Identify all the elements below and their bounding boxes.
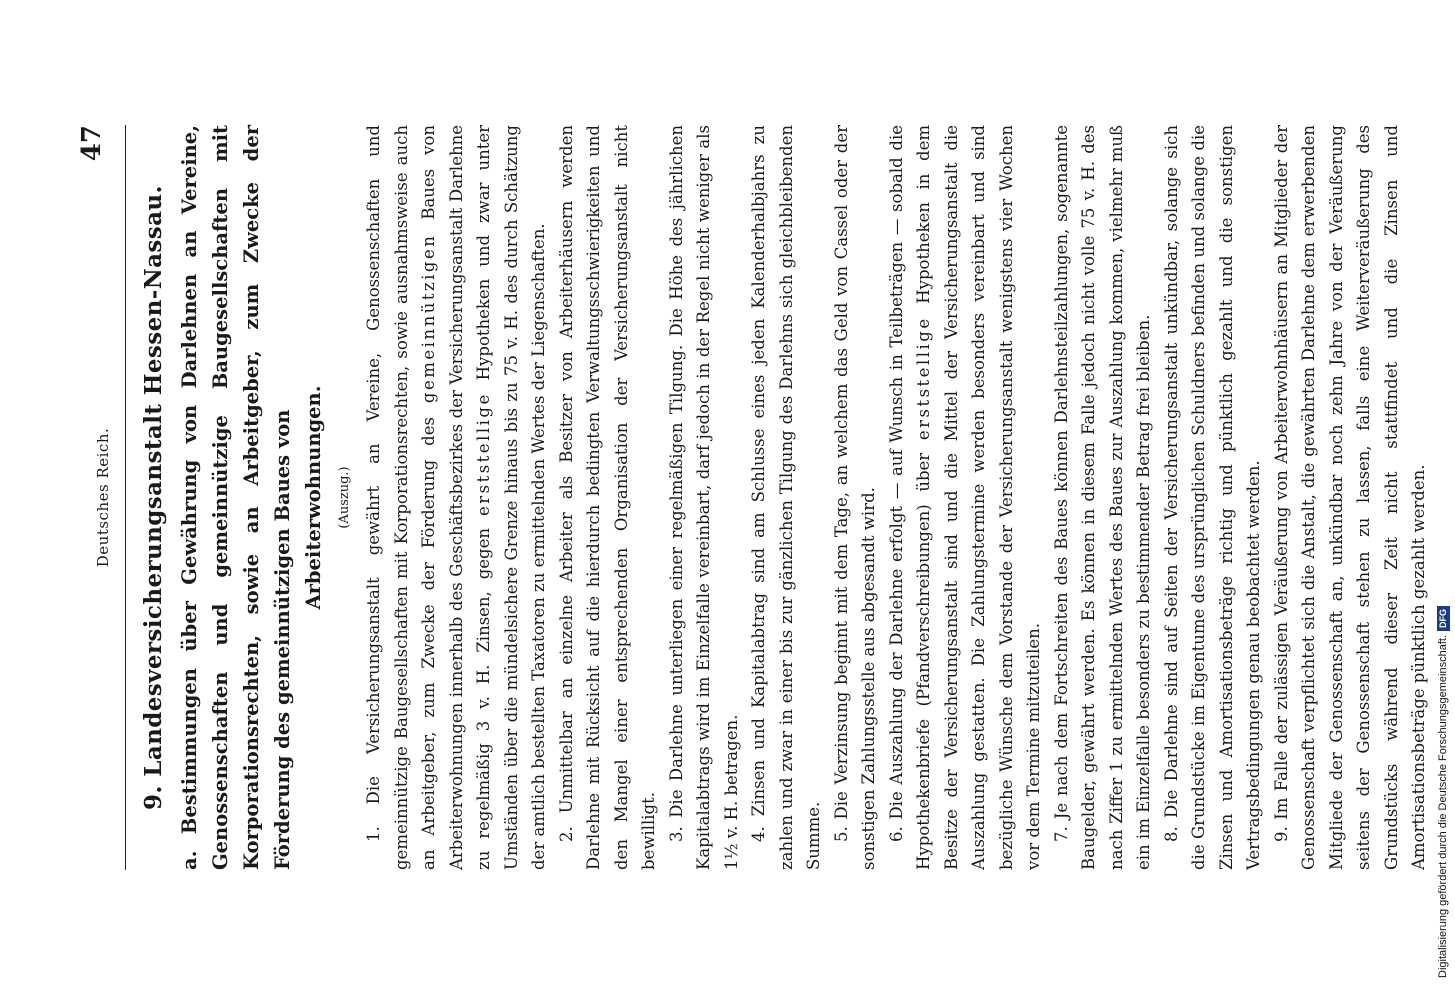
paragraph-6	[883, 125, 1048, 870]
paragraph-1	[360, 125, 553, 870]
sub-title-last: Arbeiterwohnungen.	[301, 385, 325, 610]
paragraph-text: 5. Die Verzinsung beginnt mit dem Tage, an welchem das Geld von Cassel oder der sonstigen Zahlungsstelle aus abgesandt wird.	[831, 125, 878, 870]
section-title: 9. Landesversicherungsanstalt Hessen-Nassau.	[140, 185, 167, 810]
sub-title	[174, 125, 329, 870]
paragraph-text: 2. Unmittelbar an einzelne Arbeiter als Besitzer von Arbeiterhäusern werden Darlehne mit Rücksicht auf die hierdurch bedingten Verwaltungsschwierigkeiten und den Mangel einer entsprechenden Organisation der Versicherungsanstalt nicht bewilligt.	[556, 125, 658, 870]
spaced-emphasis: gemeinnützigen	[419, 233, 438, 404]
paragraph-text: 3. Die Darlehne unterliegen einer regelmäßigen Tilgung. Die Höhe des jährlichen Kapitalabtrags wird im Einzelfalle vereinbart, darf jedoch in der Regel nicht weniger als 1½ v. H. betragen.	[666, 125, 741, 870]
spaced-emphasis: erststellige	[474, 392, 493, 517]
digitization-stamp	[1435, 18, 1451, 978]
paragraph-text: 6. Die Auszahlung der Darlehne erfolgt — auf Wunsch in Teilbeträgen — sobald die Hypothekenbriefe (Pfandverschreibungen) über	[886, 125, 933, 870]
paragraph-7	[1048, 125, 1158, 870]
paragraph-text: 7. Je nach dem Fortschreiten des Baues können Darlehnsteilzahlungen, sogenannte Baugelder, gewährt werden. Es können in diesem Falle jedoch nicht volle 75 v. H. des nach Ziffer 1 zu ermittelnden Wertes des Baues zur Auszahlung kommen, vielmehr muß ein im Einzelfalle besonders zu bestimmender Betrag frei bleiben.	[1051, 125, 1153, 870]
page-content	[77, 125, 1433, 870]
dfg-logo: DFG	[1437, 606, 1450, 631]
paragraph-text: Hypotheken und zwar unter Umständen über die mündelsichere Grenze hinaus bis zu 75 v. H. des durch Schätzung der amtlich bestellten Taxatoren zu ermittelnden Wertes der Liegenschaften.	[474, 125, 548, 870]
paragraph-9	[1268, 125, 1433, 870]
paragraph-text: Hypotheken in dem Besitze der Versicherungsanstalt sind und die Mittel der Versicherungsanstalt die Auszahlung gestatten. Die Zahlungstermine werden besonders vereinbart und sind bezügliche Wünsche dem Vorstande der Versicherungsanstalt wenigstens vier Wochen vor dem Termine mitzuteilen.	[914, 125, 1043, 870]
page-header	[77, 125, 126, 870]
paragraph-text: Baues von Arbeiterwohnungen innerhalb des Geschäftsbezirkes der Versicherungsanstalt Darlehne zu regelmäßig 3 v. H. Zinsen, gegen	[419, 125, 493, 870]
paragraph-8	[1158, 125, 1268, 870]
running-head: Deutsches Reich.	[94, 427, 112, 568]
excerpt-note: (Auszug.)	[336, 466, 352, 529]
sub-title-main: a. Bestimmungen über Gewährung von Darlehnen an Vereine, Genossenschaften und gemeinnützige Baugesellschaften mit Korporationsrechten, sowie an Arbeitgeber, zum Zwecke der Förderung des gemeinnützigen Baues von	[177, 125, 294, 870]
paragraph-2	[553, 125, 663, 870]
digitization-stamp-text	[1435, 18, 1451, 978]
stamp-caption: Digitalisierung gefördert durch die Deutsche Forschungsgemeinschaft.	[1437, 634, 1449, 978]
paragraph-3	[663, 125, 746, 870]
paragraph-4	[745, 125, 828, 870]
paragraph-text: 8. Die Darlehne sind auf Seiten der Versicherungsanstalt unkündbar, solange sich die Grundstücke im Eigentume des ursprünglichen Schuldners befinden und solange die Zinsen und Amortisationsbeträge richtig und pünktlich gezahlt und die sonstigen Vertragsbedingungen genau beobachtet werden.	[1161, 125, 1263, 870]
page-number: 47	[77, 125, 107, 162]
paragraph-text: 9. Im Falle der zulässigen Veräußerung von Arbeiterwohnhäusern an Mitglieder der Genossenschaft verpflichtet sich die Anstalt, die gewährten Darlehne dem erwerbenden Mitgliede der Genossenschaft an, unkündbar noch zehn Jahre von der Veräußerung seitens der Genossenschaft stehen zu lassen, falls eine Weiterveräußerung des Grundstücks während dieser Zeit nicht stattfindet und die Zinsen und Amortisationsbeträge pünktlich gezahlt werden.	[1271, 125, 1428, 870]
spaced-emphasis: erststellige	[914, 316, 933, 441]
paragraph-text: 1. Die Versicherungsanstalt gewährt an Vereine, Genossenschaften und gemeinnützige Baugesellschaften mit Korporationsrechten, sowie ausnahmsweise auch an Arbeitgeber, zum Zwecke der Förderung des	[364, 125, 438, 870]
paragraph-text: 4. Zinsen und Kapitalabtrag sind am Schlusse eines jeden Kalenderhalbjahrs zu zahlen und zwar in einer bis zur gänzlichen Tilgung des Darlehns sich gleichbleibenden Summe.	[749, 125, 823, 870]
paragraph-5	[828, 125, 883, 870]
